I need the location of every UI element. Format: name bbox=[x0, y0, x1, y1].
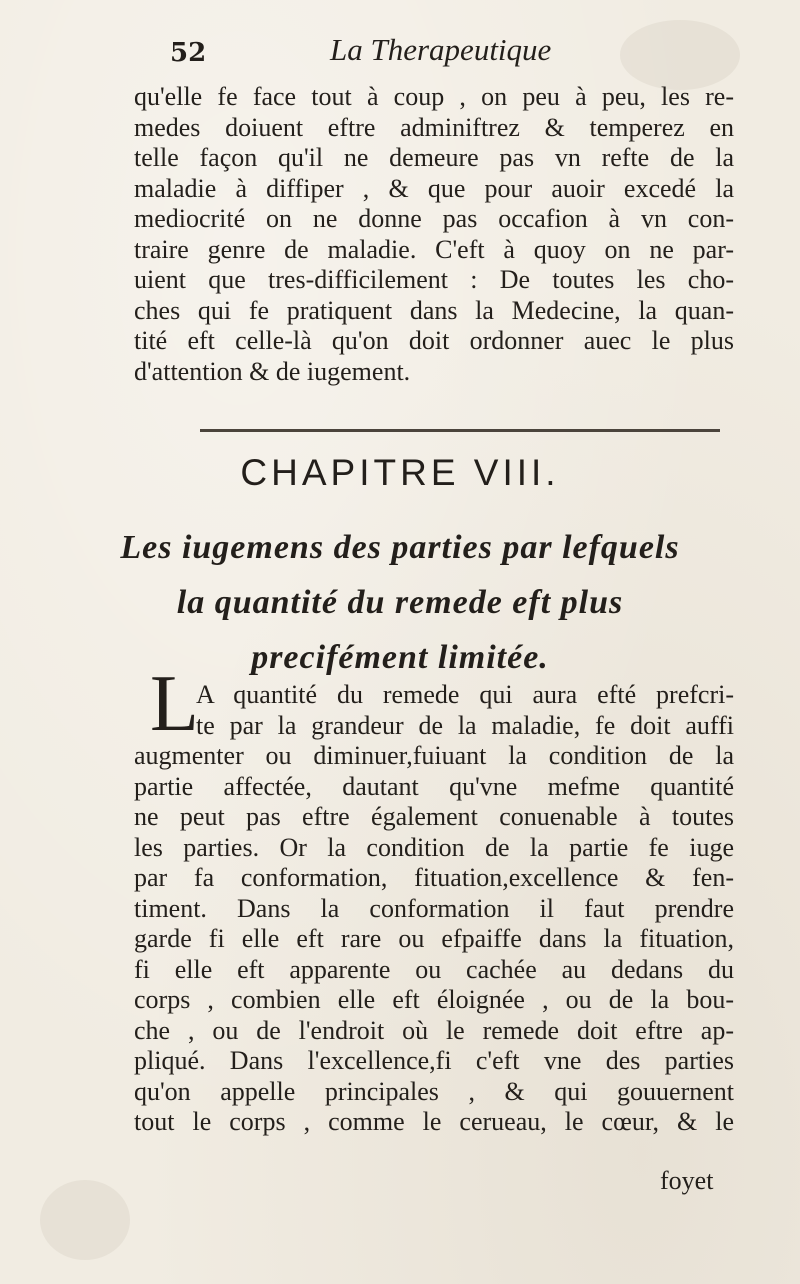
drop-cap: L bbox=[150, 660, 199, 748]
section-divider bbox=[200, 429, 720, 432]
catchword: foyet bbox=[660, 1166, 714, 1195]
text-line: tout le corps , comme le cerueau, le cœur, & le bbox=[134, 1107, 734, 1136]
text-line: garde fi elle eft rare ou efpaiffe dans la fituation, bbox=[134, 924, 734, 953]
text-line: te par la grandeur de la maladie, fe doit auffi bbox=[196, 710, 734, 740]
text-line: telle façon qu'il ne demeure pas vn refte de la bbox=[134, 143, 734, 172]
text-line: partie affectée, dautant qu'vne mefme quantité bbox=[134, 771, 734, 801]
chapter-title-line: Les iugemens des parties par lefquels bbox=[120, 529, 680, 566]
text-line: corps , combien elle eft éloignée , ou de la bou- bbox=[134, 985, 734, 1014]
text-line: tité eft celle-là qu'on doit ordonner auec le plus bbox=[134, 326, 734, 355]
text-line: pliqué. Dans l'excellence,fi c'eft vne des parties bbox=[134, 1046, 734, 1075]
text-line: maladie à diffiper , & que pour auoir excedé la bbox=[134, 173, 734, 203]
text-line: uient que tres-difficilement : De toutes les cho- bbox=[134, 265, 734, 294]
text-line: timent. Dans la conformation il faut prendre bbox=[134, 893, 734, 923]
running-title: La Therapeutique bbox=[330, 32, 552, 67]
paragraph-continued bbox=[134, 82, 734, 387]
chapter-title-line: la quantité du remede eft plus bbox=[176, 584, 624, 621]
text-line: ne peut pas eftre également conuenable à toutes bbox=[134, 802, 734, 831]
text-line: les parties. Or la condition de la partie fe iuge bbox=[134, 832, 734, 862]
text-line: fi elle eft apparente ou cachée au dedans du bbox=[134, 954, 734, 984]
text-line: che , ou de l'endroit où le remede doit eftre ap- bbox=[134, 1015, 734, 1045]
paper-stain bbox=[40, 1180, 130, 1260]
running-head bbox=[170, 32, 630, 76]
chapter-title bbox=[0, 520, 800, 685]
chapter-heading: CHAPITRE VIII. bbox=[240, 452, 560, 493]
text-line: A quantité du remede qui aura efté prefcri- bbox=[196, 680, 734, 709]
text-line: augmenter ou diminuer,fuiuant la condition de la bbox=[134, 741, 734, 770]
chapter-paragraph bbox=[134, 680, 734, 1138]
text-line: medes doiuent eftre adminiftrez & temperez en bbox=[134, 112, 734, 142]
paper-stain bbox=[620, 20, 740, 90]
text-line: d'attention & de iugement. bbox=[134, 356, 411, 386]
text-line: traire genre de maladie. C'eft à quoy on ne par- bbox=[134, 234, 734, 264]
text-line: par fa conformation, fituation,excellence & fen- bbox=[134, 863, 734, 892]
text-line: mediocrité on ne donne pas occafion à vn con- bbox=[134, 204, 734, 233]
text-line: qu'elle fe face tout à coup , on peu à peu, les re- bbox=[134, 82, 734, 111]
chapter-title-line: precifément limitée. bbox=[251, 639, 549, 676]
text-line: ches qui fe pratiquent dans la Medecine, la quan- bbox=[134, 295, 734, 325]
page-number: 52 bbox=[170, 38, 207, 68]
text-line: qu'on appelle principales , & qui gouuernent bbox=[134, 1076, 734, 1106]
